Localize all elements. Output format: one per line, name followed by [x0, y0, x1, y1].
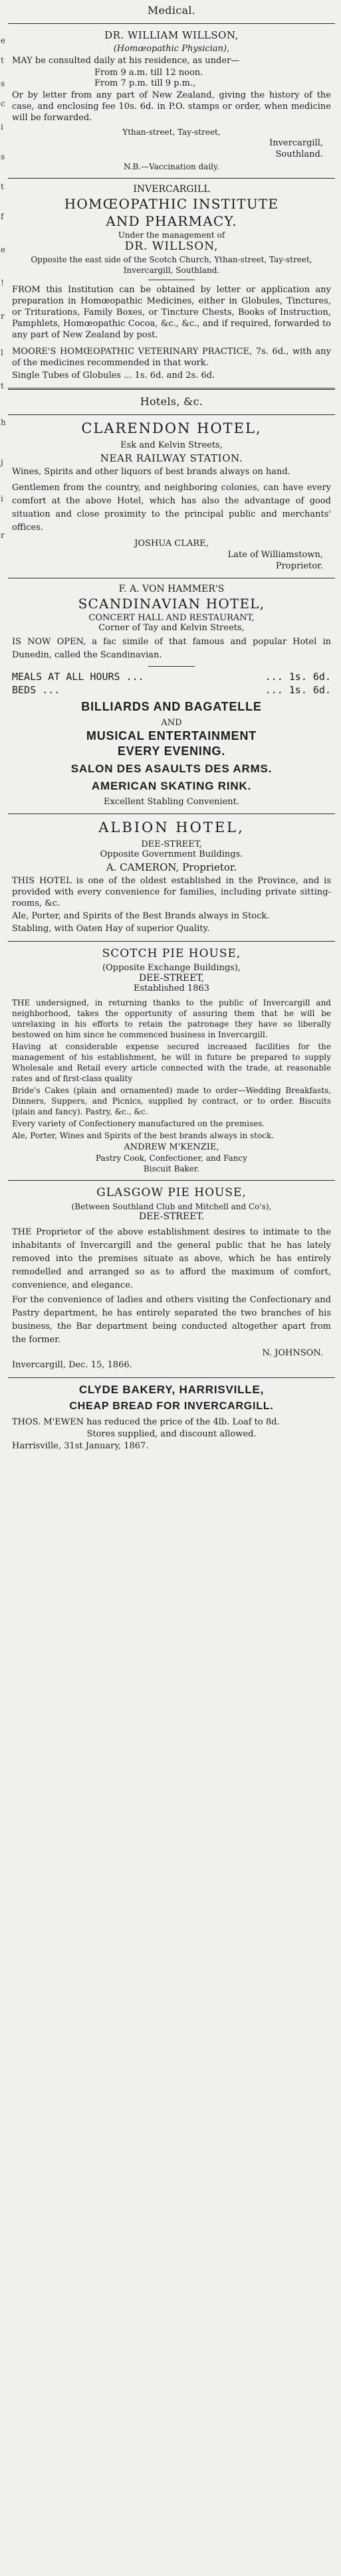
margin-fragment: e	[1, 245, 6, 254]
address-line: Invercargill,	[269, 138, 323, 148]
ad-doctor: DR. WILLSON,	[124, 240, 219, 253]
ad-proprietor: A. CAMERON, Proprietor.	[106, 861, 237, 873]
price-value: ... 1s. 6d.	[265, 684, 331, 696]
ad-note: N.B.—Vaccination daily.	[124, 162, 219, 171]
ad-street: DEE-STREET,	[141, 839, 202, 849]
divider	[8, 23, 335, 24]
address-line: Ythan-street, Tay-street,	[122, 128, 221, 137]
sig-trade: Pastry Cook, Confectioner, and Fancy	[96, 1154, 247, 1163]
ad-title: GLASGOW PIE HOUSE,	[96, 1186, 247, 1199]
ad-stores: Stores supplied, and discount allowed.	[86, 1429, 257, 1439]
margin-fragment: !	[1, 278, 4, 288]
ad-body: Or by letter from any part of New Zealand, giving the history of the case, and enclosing fee 10s. 6d. in P.O. stamps or order, when medicine will be forwarded.	[12, 90, 331, 123]
ad-established: Established 1863	[133, 984, 210, 993]
ad-scotch-pie-house	[8, 947, 335, 1173]
ad-homeopathic-institute	[8, 184, 335, 381]
ad-body: THIS HOTEL is one of the oldest established in the Province, and is provided with every convenience for families, including private sitting-rooms, &c.	[12, 876, 331, 908]
ad-management: Under the management of	[118, 230, 225, 240]
ad-body: THE Proprietor of the above establishment desires to intimate to the inhabitants of Invercargill and the general public that he has lately removed into the premises situate as above, which he has entirely remodelled and arranged so as to afford the maximum of comfort, convenience, and elegance.	[12, 1227, 331, 1290]
margin-fragment: i	[1, 494, 3, 503]
margin-fragment: r	[1, 311, 5, 321]
sig-trade: Biscuit Baker.	[143, 1164, 200, 1173]
ad-body: THOS. M'EWEN has reduced the price of the 4lb. Loaf to 8d.	[12, 1417, 280, 1427]
ad-location: Opposite the east side of the Scotch Church, Ythan-street, Tay-street, Invercargill, Southland.	[31, 255, 312, 275]
ad-scandinavian-hotel	[8, 584, 335, 807]
proprietor-from: Late of Williamstown,	[227, 550, 323, 560]
ad-title-line: INVERCARGILL	[133, 184, 210, 195]
ad-body: Every variety of Confectionery manufactured on the premises.	[12, 1119, 265, 1128]
price-label: MEALS AT ALL HOURS ...	[12, 671, 144, 683]
ad-opposite: (Opposite Exchange Buildings),	[102, 963, 241, 973]
margin-fragment: l	[1, 348, 3, 357]
margin-fragment: c	[1, 99, 5, 108]
ad-body: IS NOW OPEN, a fac simile of that famous and popular Hotel in Dunedin, called the Scandinavian.	[12, 637, 331, 660]
margin-fragment: h	[1, 418, 6, 427]
ad-title: SCANDINAVIAN HOTEL,	[78, 596, 265, 612]
section-heading-hotels: Hotels, &c.	[140, 395, 203, 408]
ad-intro: MAY be consulted daily at his residence, as under—	[12, 56, 240, 66]
ad-glasgow-pie-house	[8, 1186, 335, 1371]
ad-opposite: Opposite Government Buildings.	[100, 849, 243, 859]
ad-body: Wines, Spirits and other liquors of best brands always on hand.	[12, 467, 290, 477]
ad-body: Having at considerable expense secured increased facilities for the management of his establishment, he will in future be prepared to supply Wholesale and Retail every article connected with the trade, at reasonable rates and of first-class quality	[12, 1042, 331, 1083]
ad-clyde-bakery	[8, 1383, 335, 1452]
ad-body: Ale, Porter, Wines and Spirits of the best brands always in stock.	[12, 1131, 275, 1140]
ad-musical: MUSICAL ENTERTAINMENT	[86, 729, 257, 742]
ad-stabling: Excellent Stabling Convenient.	[103, 797, 239, 807]
ad-clarendon-hotel	[8, 420, 335, 571]
divider	[8, 178, 335, 179]
ad-musical-and: AND	[161, 718, 182, 728]
address-line: Southland.	[275, 149, 323, 159]
ad-subtitle: CHEAP BREAD FOR INVERCARGILL.	[69, 1401, 274, 1412]
margin-fragment: j	[1, 458, 3, 467]
divider	[8, 414, 335, 415]
margin-fragment: t	[1, 381, 4, 390]
main-column	[8, 0, 335, 1453]
divider	[148, 666, 195, 667]
divider	[8, 388, 335, 390]
ad-skating: AMERICAN SKATING RINK.	[91, 780, 252, 792]
ad-title-line: AND PHARMACY.	[106, 213, 237, 229]
ad-body: THE undersigned, in returning thanks to the public of Invercargill and neighborhood, takes the opportunity of assuring them that he will be unrelaxing in his efforts to retain the patronage they have so liberally bestowed on him since he commenced business in Invercargill.	[12, 998, 331, 1039]
divider	[8, 1377, 335, 1378]
ad-date: Harrisville, 31st January, 1867.	[12, 1441, 149, 1451]
ad-concert: CONCERT HALL AND RESTAURANT,	[88, 613, 255, 623]
ad-station: NEAR RAILWAY STATION.	[100, 452, 243, 464]
section-heading-medical: Medical.	[147, 4, 196, 17]
ad-body: Stabling, with Oaten Hay of superior Quality.	[12, 924, 210, 934]
ad-albion-hotel	[8, 819, 335, 934]
price-value: ... 1s. 6d.	[265, 671, 331, 683]
margin-fragment: s	[1, 79, 5, 88]
margin-fragment: e	[1, 36, 6, 45]
ad-title: ALBION HOTEL,	[98, 819, 245, 835]
ad-title: CLARENDON HOTEL,	[81, 420, 262, 436]
ad-body: For the convenience of ladies and others visiting the Confectionary and Pastry department, he has entirely separated the two branches of his business, the Bar department being conducted altogether apart from the former.	[12, 1295, 331, 1345]
ad-streets: Esk and Kelvin Streets,	[120, 440, 223, 450]
price-row-beds	[12, 684, 331, 696]
ad-subtitle: (Homœopathic Physician),	[113, 44, 230, 54]
ad-veterinary: MOORE'S HOMŒOPATHIC VETERINARY PRACTICE, 7s. 6d., with any of the medicines recommended in that work.	[12, 347, 331, 368]
sig-name: ANDREW M'KENZIE,	[124, 1142, 219, 1152]
ad-body: Ale, Porter, and Spirits of the Best Brands always in Stock.	[12, 911, 270, 921]
margin-fragment: t	[1, 182, 4, 191]
sig-name: N. JOHNSON.	[262, 1348, 323, 1358]
margin-fragment: f	[1, 212, 4, 221]
left-margin-fragments	[0, 0, 7, 2576]
ad-between: (Between Southland Club and Mitchell and Co's),	[71, 1202, 272, 1211]
proprietor-name: JOSHUA CLARE,	[134, 539, 209, 549]
ad-date: Invercargill, Dec. 15, 1866.	[12, 1360, 132, 1370]
ad-owner: F. A. VON HAMMER'S	[118, 584, 225, 594]
ad-title: CLYDE BAKERY, HARRISVILLE,	[78, 1383, 265, 1396]
hours-line: From 7 p.m. till 9 p.m.,	[94, 78, 196, 88]
ad-street: DEE-STREET.	[138, 1211, 205, 1222]
ad-body: Bride's Cakes (plain and ornamented) made to order—Wedding Breakfasts, Dinners, Suppers, and Picnics, supplied by contract, or to order. Biscuits (plain and fancy). Pastry, &c., &c.	[12, 1086, 331, 1116]
ad-tubes: Single Tubes of Globules ... 1s. 6d. and 2s. 6d.	[12, 371, 215, 381]
price-label: BEDS ...	[12, 684, 60, 696]
ad-body: Gentlemen from the country, and neighboring colonies, can have every comfort at the above Hotel, which has also the advantage of good situation and close proximity to the principal public and merchants' offices.	[12, 483, 331, 533]
ad-billiards: BILLIARDS AND BAGATELLE	[81, 700, 262, 713]
margin-fragment: t	[1, 56, 4, 65]
proprietor-title: Proprietor.	[275, 561, 323, 571]
margin-fragment: i	[1, 122, 3, 131]
ad-willson	[8, 29, 335, 171]
ad-title: SCOTCH PIE HOUSE,	[102, 947, 241, 960]
ad-body: FROM this Institution can be obtained by letter or application any preparation in Homœopathic Medicines, either in Globules, Tinctures, or Triturations, Family Boxes, or Tincture Chests, Books of Instruction, Pamphlets, Homœopathic Cocoa, &c., &c., and if required, forwarded to any part of New Zealand by post.	[12, 285, 331, 340]
ad-corner: Corner of Tay and Kelvin Streets,	[98, 623, 245, 633]
margin-fragment: r	[1, 531, 5, 540]
ad-title: DR. WILLIAM WILLSON,	[104, 29, 239, 41]
ad-street: DEE-STREET,	[138, 973, 205, 984]
ad-title-line: HOMŒOPATHIC INSTITUTE	[64, 196, 279, 212]
hours-line: From 9 a.m. till 12 noon.	[94, 68, 203, 78]
divider	[8, 941, 335, 942]
ad-salon: SALON DES ASAULTS DES ARMS.	[70, 762, 273, 775]
price-row-meals	[12, 671, 331, 683]
margin-fragment: s	[1, 152, 5, 161]
ad-every-evening: EVERY EVENING.	[117, 744, 226, 758]
divider	[8, 1180, 335, 1181]
